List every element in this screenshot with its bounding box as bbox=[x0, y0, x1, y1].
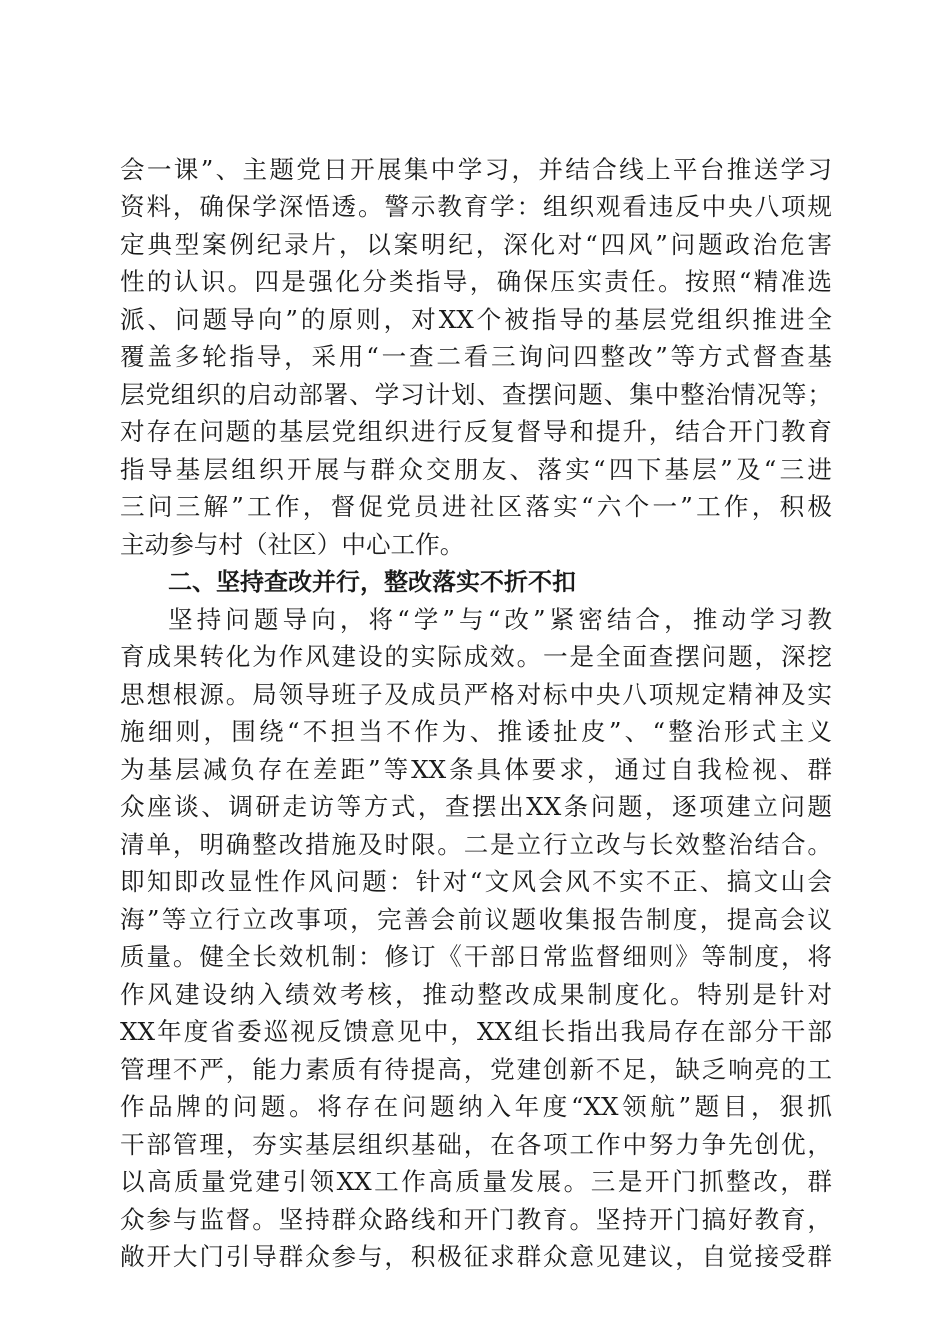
paragraph2-line-12: XX年度省委巡视反馈意见中，XX组长指出我局存在部分干部 bbox=[120, 1017, 832, 1046]
paragraph2-line-5: 为基层减负存在差距”等XX条具体要求，通过自我检视、群 bbox=[120, 755, 832, 784]
paragraph2-line-2: 育成果转化为作风建设的实际成效。一是全面查摆问题，深挖 bbox=[120, 642, 832, 671]
paragraph1-line-4: 性的认识。四是强化分类指导，确保压实责任。按照“精准选 bbox=[120, 267, 832, 296]
paragraph2-line-18: 敞开大门引导群众参与，积极征求群众意见建议，自觉接受群 bbox=[120, 1242, 832, 1271]
paragraph1-line-2: 资料，确保学深悟透。警示教育学：组织观看违反中央八项规 bbox=[120, 192, 832, 221]
paragraph2-line-9: 海”等立行立改事项，完善会前议题收集报告制度，提高会议 bbox=[120, 905, 832, 934]
paragraph2-line-4: 施细则，围绕“不担当不作为、推诿扯皮”、“整治形式主义 bbox=[120, 717, 832, 746]
paragraph1-line-1: 会一课”、主题党日开展集中学习，并结合线上平台推送学习 bbox=[120, 155, 832, 184]
paragraph2-line-7: 清单，明确整改措施及时限。二是立行立改与长效整治结合。 bbox=[120, 830, 832, 859]
paragraph1-line-7: 层党组织的启动部署、学习计划、查摆问题、集中整治情况等； bbox=[120, 380, 832, 409]
paragraph2-line-13: 管理不严，能力素质有待提高，党建创新不足，缺乏响亮的工 bbox=[120, 1055, 832, 1084]
paragraph2-line-8: 即知即改显性作风问题：针对“文风会风不实不正、搞文山会 bbox=[120, 867, 832, 896]
paragraph2-line-10: 质量。健全长效机制：修订《干部日常监督细则》等制度，将 bbox=[120, 942, 832, 971]
paragraph1-line-9: 指导基层组织开展与群众交朋友、落实“四下基层”及“三进 bbox=[120, 455, 832, 484]
paragraph1-line-5: 派、问题导向”的原则，对XX个被指导的基层党组织推进全 bbox=[120, 305, 832, 334]
paragraph2-line-17: 众参与监督。坚持群众路线和开门教育。坚持开门搞好教育， bbox=[120, 1205, 832, 1234]
paragraph2-line-1: 坚持问题导向，将“学”与“改”紧密结合，推动学习教 bbox=[168, 605, 832, 634]
paragraph2-line-15: 干部管理，夯实基层组织基础，在各项工作中努力争先创优， bbox=[120, 1130, 832, 1159]
paragraph1-line-11: 主动参与村（社区）中心工作。 bbox=[120, 530, 465, 559]
paragraph2-line-14: 作品牌的问题。将存在问题纳入年度“XX领航”题目，狠抓 bbox=[120, 1092, 832, 1121]
paragraph2-line-16: 以高质量党建引领XX工作高质量发展。三是开门抓整改，群 bbox=[120, 1167, 832, 1196]
paragraph1-line-6: 覆盖多轮指导，采用“一查二看三询问四整改”等方式督查基 bbox=[120, 342, 832, 371]
paragraph1-line-3: 定典型案例纪录片，以案明纪，深化对“四风”问题政治危害 bbox=[120, 230, 832, 259]
paragraph2-line-11: 作风建设纳入绩效考核，推动整改成果制度化。特别是针对 bbox=[120, 980, 832, 1009]
paragraph1-line-8: 对存在问题的基层党组织进行反复督导和提升，结合开门教育 bbox=[120, 417, 832, 446]
paragraph2-line-6: 众座谈、调研走访等方式，查摆出XX条问题，逐项建立问题 bbox=[120, 792, 832, 821]
section-heading: 二、坚持查改并行，整改落实不折不扣 bbox=[168, 568, 576, 596]
paragraph1-line-10: 三问三解”工作，督促党员进社区落实“六个一”工作，积极 bbox=[120, 492, 832, 521]
paragraph2-line-3: 思想根源。局领导班子及成员严格对标中央八项规定精神及实 bbox=[120, 680, 832, 709]
